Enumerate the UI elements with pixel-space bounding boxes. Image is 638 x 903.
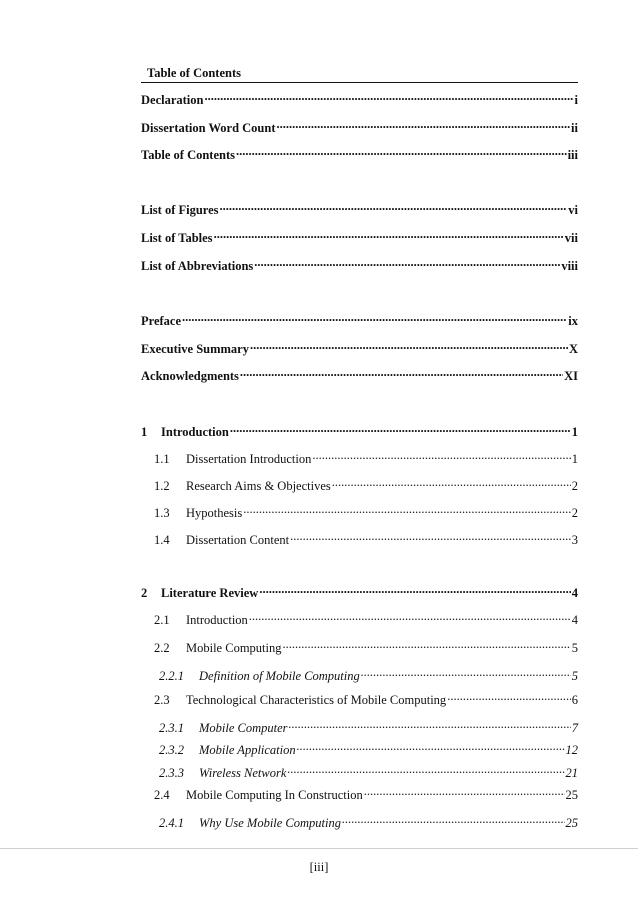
entry-page: 6 [571, 693, 578, 707]
entry-title: Declaration [141, 93, 204, 107]
toc-section-1-3[interactable] [141, 501, 578, 520]
entry-page: 4 [571, 586, 578, 600]
entry-page: 12 [565, 743, 578, 757]
entry-page: 5 [571, 669, 578, 683]
dot-leader [214, 226, 564, 242]
toc-section-2-3[interactable] [141, 688, 578, 707]
entry-title: List of Abbreviations [141, 259, 254, 273]
entry-title: Literature Review [161, 586, 259, 600]
dot-leader [250, 337, 568, 353]
entry-page: viii [561, 259, 578, 273]
entry-number: 1.3 [154, 506, 170, 520]
entry-page: 21 [565, 766, 578, 780]
entry-title: Mobile Computing [186, 641, 282, 655]
heading-underline [141, 82, 578, 83]
entry-page: 2 [571, 479, 578, 493]
entry-title: List of Figures [141, 203, 219, 217]
dot-leader [361, 664, 571, 680]
dot-leader [447, 688, 571, 704]
dot-leader [342, 811, 565, 827]
entry-page: 5 [571, 641, 578, 655]
dot-leader [364, 783, 565, 799]
entry-page: 4 [571, 613, 578, 627]
entry-number: 2.3 [154, 693, 170, 707]
entry-page: XI [564, 369, 578, 383]
toc-subsection-2-3-1[interactable] [141, 716, 578, 735]
toc-heading: Table of Contents [147, 66, 241, 80]
entry-title: Hypothesis [186, 506, 243, 520]
entry-page: ix [568, 314, 578, 328]
dot-leader [283, 636, 571, 652]
toc-section-1-1[interactable] [141, 447, 578, 466]
toc-subsection-2-3-3[interactable] [141, 761, 578, 780]
dot-leader [254, 254, 560, 270]
entry-number: 2.2 [154, 641, 170, 655]
toc-entry-declaration[interactable] [141, 88, 578, 107]
dot-leader [290, 528, 571, 544]
entry-title: Technological Characteristics of Mobile Computing [186, 693, 447, 707]
toc-section-2-1[interactable] [141, 608, 578, 627]
entry-number: 2.3.1 [159, 721, 184, 735]
toc-subsection-2-4-1[interactable] [141, 811, 578, 830]
entry-page: vi [568, 203, 578, 217]
entry-number: 1 [141, 425, 148, 439]
dot-leader [332, 474, 571, 490]
dot-leader [230, 420, 571, 436]
entry-title: Mobile Computing In Construction [186, 788, 363, 802]
dot-leader [289, 716, 571, 732]
entry-number: 2 [141, 586, 148, 600]
toc-section-1-2[interactable] [141, 474, 578, 493]
footer-divider [0, 848, 638, 849]
entry-title: Table of Contents [141, 148, 235, 162]
entry-number: 1.4 [154, 533, 170, 547]
dot-leader [312, 447, 570, 463]
entry-title: List of Tables [141, 231, 213, 245]
dot-leader [243, 501, 571, 517]
toc-entry-acknowledgments[interactable] [141, 364, 578, 383]
dot-leader [204, 88, 573, 104]
entry-page: 1 [571, 452, 578, 466]
entry-title: Acknowledgments [141, 369, 239, 383]
entry-title: Introduction [161, 425, 229, 439]
toc-entry-list-of-abbreviations[interactable] [141, 254, 578, 273]
dot-leader [182, 309, 567, 325]
entry-number: 2.2.1 [159, 669, 184, 683]
toc-entry-table-of-contents[interactable] [141, 143, 578, 162]
toc-subsection-2-2-1[interactable] [141, 664, 578, 683]
entry-title: Executive Summary [141, 342, 249, 356]
toc-subsection-2-3-2[interactable] [141, 738, 578, 757]
entry-page: 1 [571, 425, 578, 439]
entry-title: Dissertation Introduction [186, 452, 312, 466]
entry-title: Dissertation Word Count [141, 121, 276, 135]
dot-leader [236, 143, 567, 159]
entry-number: 1.1 [154, 452, 170, 466]
dot-leader [249, 608, 571, 624]
toc-entry-preface[interactable] [141, 309, 578, 328]
entry-number: 2.4.1 [159, 816, 184, 830]
toc-chapter-2[interactable] [141, 581, 578, 600]
toc-entry-executive-summary[interactable] [141, 337, 578, 356]
entry-page: X [568, 342, 578, 356]
entry-page: 3 [571, 533, 578, 547]
entry-page: ii [571, 121, 578, 135]
entry-number: 2.1 [154, 613, 170, 627]
toc-section-2-4[interactable] [141, 783, 578, 802]
toc-entry-list-of-figures[interactable] [141, 198, 578, 217]
entry-page: 2 [571, 506, 578, 520]
dot-leader [297, 738, 565, 754]
entry-title: Research Aims & Objectives [186, 479, 331, 493]
dot-leader [220, 198, 568, 214]
entry-title: Preface [141, 314, 182, 328]
toc-entry-word-count[interactable] [141, 116, 578, 135]
entry-title: Introduction [186, 613, 248, 627]
entry-page: 25 [565, 788, 578, 802]
entry-page: vii [564, 231, 578, 245]
entry-number: 2.3.3 [159, 766, 184, 780]
entry-title: Wireless Network [199, 766, 287, 780]
entry-title: Mobile Computer [199, 721, 288, 735]
page-number: [iii] [309, 860, 329, 874]
dot-leader [240, 364, 563, 380]
toc-section-2-2[interactable] [141, 636, 578, 655]
entry-number: 2.3.2 [159, 743, 184, 757]
dot-leader [259, 581, 570, 597]
entry-page: i [574, 93, 578, 107]
entry-title: Mobile Application [199, 743, 296, 757]
toc-chapter-1[interactable] [141, 420, 578, 439]
dot-leader [287, 761, 564, 777]
entry-number: 2.4 [154, 788, 170, 802]
dot-leader [277, 116, 571, 132]
entry-page: iii [567, 148, 578, 162]
entry-page: 7 [571, 721, 578, 735]
entry-number: 1.2 [154, 479, 170, 493]
entry-title: Dissertation Content [186, 533, 290, 547]
entry-page: 25 [565, 816, 578, 830]
toc-section-1-4[interactable] [141, 528, 578, 547]
entry-title: Definition of Mobile Computing [199, 669, 360, 683]
toc-entry-list-of-tables[interactable] [141, 226, 578, 245]
entry-title: Why Use Mobile Computing [199, 816, 341, 830]
